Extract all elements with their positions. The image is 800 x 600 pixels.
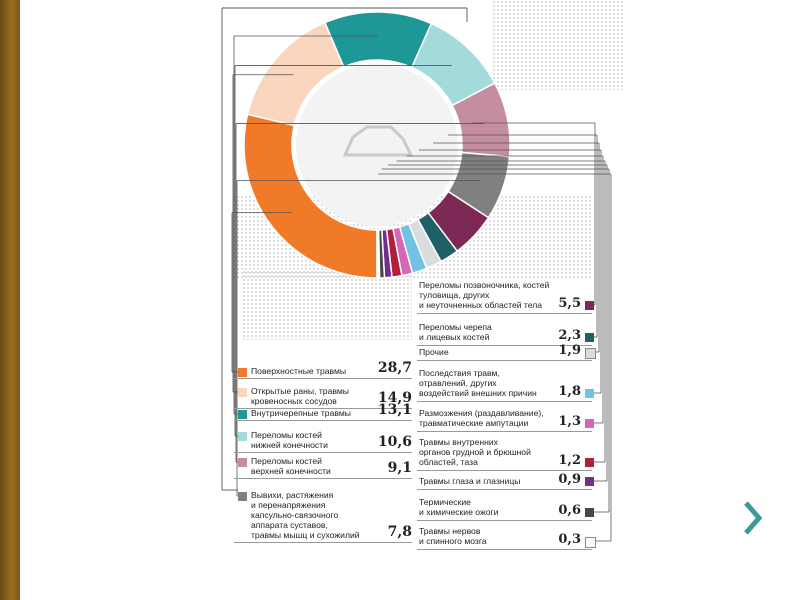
legend-value-10: 1,3	[558, 414, 581, 429]
legend-separator-right-0	[417, 313, 592, 314]
legend-label-14-line-1: и спинного мозга	[419, 536, 487, 546]
legend-separator-left-4	[234, 478, 412, 479]
legend-label-5-line-0: Вывихи, растяжения	[251, 490, 334, 500]
legend-separator-left-3	[234, 452, 412, 453]
legend-separator-right-4	[417, 431, 592, 432]
legend-value-1: 14,9	[377, 390, 412, 406]
legend-swatch-6	[585, 301, 594, 310]
legend-separator-right-3	[417, 401, 592, 402]
legend-label-12-line-0: Травмы глаза и глазницы	[419, 476, 521, 486]
legend-value-5: 7,8	[387, 524, 412, 540]
legend-label-9-line-0: Последствия травм,	[419, 368, 500, 378]
legend-label-11-line-1: органов грудной и брюшной	[419, 447, 531, 457]
legend-label-14-line-0: Травмы нервов	[419, 526, 481, 536]
legend-value-11: 1,2	[558, 453, 581, 468]
legend-label-4-line-1: верхней конечности	[251, 466, 331, 476]
legend-label-1-line-1: кровеносных сосудов	[251, 396, 337, 406]
legend-value-7: 2,3	[558, 328, 581, 343]
legend-label-7-line-0: Переломы черепа	[419, 322, 492, 332]
legend-separator-right-6	[417, 489, 592, 490]
legend-label-2-line-0: Внутричерепные травмы	[251, 408, 351, 418]
legend-label-5-line-4: травмы мышц и сухожилий	[251, 530, 360, 540]
legend-swatch-3	[238, 432, 247, 441]
legend-label-5-line-1: и перенапряжения	[251, 500, 326, 510]
legend-label-3-line-1: нижней конечности	[251, 440, 328, 450]
legend-swatch-4	[238, 458, 247, 467]
legend-swatch-8	[585, 348, 596, 359]
legend-separator-right-5	[417, 470, 592, 471]
legend-value-6: 5,5	[558, 296, 581, 311]
legend-swatch-9	[585, 389, 594, 398]
legend-value-0: 28,7	[377, 360, 412, 376]
legend-separator-left-5	[234, 542, 412, 543]
legend-label-6-line-0: Переломы позвоночника, костей	[419, 280, 550, 290]
legend-value-3: 10,6	[377, 434, 412, 450]
legend-separator-right-8	[417, 549, 592, 550]
pie-slice-14	[377, 230, 380, 278]
legend-swatch-7	[585, 333, 594, 342]
legend-label-11-line-0: Травмы внутренних	[419, 437, 498, 447]
pie-center	[296, 64, 458, 226]
legend-label-13-line-1: и химические ожоги	[419, 507, 499, 517]
legend-swatch-14	[585, 537, 596, 548]
legend-label-9-line-2: воздействий внешних причин	[419, 388, 537, 398]
legend-label-3-line-0: Переломы костей	[251, 430, 322, 440]
legend-label-11-line-2: областей, таза	[419, 457, 478, 467]
legend-label-9-line-1: отравлений, других	[419, 378, 497, 388]
legend-swatch-13	[585, 508, 594, 517]
legend-swatch-10	[585, 419, 594, 428]
legend-label-4-line-0: Переломы костей	[251, 456, 322, 466]
legend-separator-right-2	[417, 360, 592, 361]
chevron-right-icon[interactable]	[742, 500, 764, 536]
legend-label-10-line-0: Размозжения (раздавливание),	[419, 408, 544, 418]
legend-value-14: 0,3	[558, 532, 581, 547]
legend-separator-left-0	[234, 378, 412, 379]
legend-value-12: 0,9	[558, 472, 581, 487]
legend-value-4: 9,1	[387, 460, 412, 476]
legend-label-0-line-0: Поверхностные травмы	[251, 366, 347, 376]
legend-label-6-line-2: и неуточненных областей тела	[419, 300, 543, 310]
legend-label-8-line-0: Прочие	[419, 347, 449, 357]
legend-label-13-line-0: Термические	[419, 497, 471, 507]
legend-swatch-5	[238, 492, 247, 501]
infographic-panel	[212, 0, 624, 552]
legend-label-5-line-2: капсульно-связочного	[251, 510, 339, 520]
legend-value-2: 13,1	[377, 402, 412, 418]
left-decor-bar	[0, 0, 20, 600]
legend-value-13: 0,6	[558, 503, 581, 518]
legend-label-1-line-0: Открытые раны, травмы	[251, 386, 349, 396]
legend-swatch-12	[585, 477, 594, 486]
legend-label-6-line-1: туловища, других	[419, 290, 490, 300]
legend-value-8: 1,9	[558, 343, 581, 358]
legend-value-9: 1,8	[558, 384, 581, 399]
legend-swatch-2	[238, 410, 247, 419]
legend-swatch-1	[238, 388, 247, 397]
legend-label-5-line-3: аппарата суставов,	[251, 520, 328, 530]
legend-separator-right-7	[417, 520, 592, 521]
legend-swatch-11	[585, 458, 594, 467]
legend-separator-left-2	[234, 420, 412, 421]
legend-swatch-0	[238, 368, 247, 377]
legend-label-10-line-1: травматические ампутации	[419, 418, 529, 428]
legend-label-7-line-1: и лицевых костей	[419, 332, 490, 342]
